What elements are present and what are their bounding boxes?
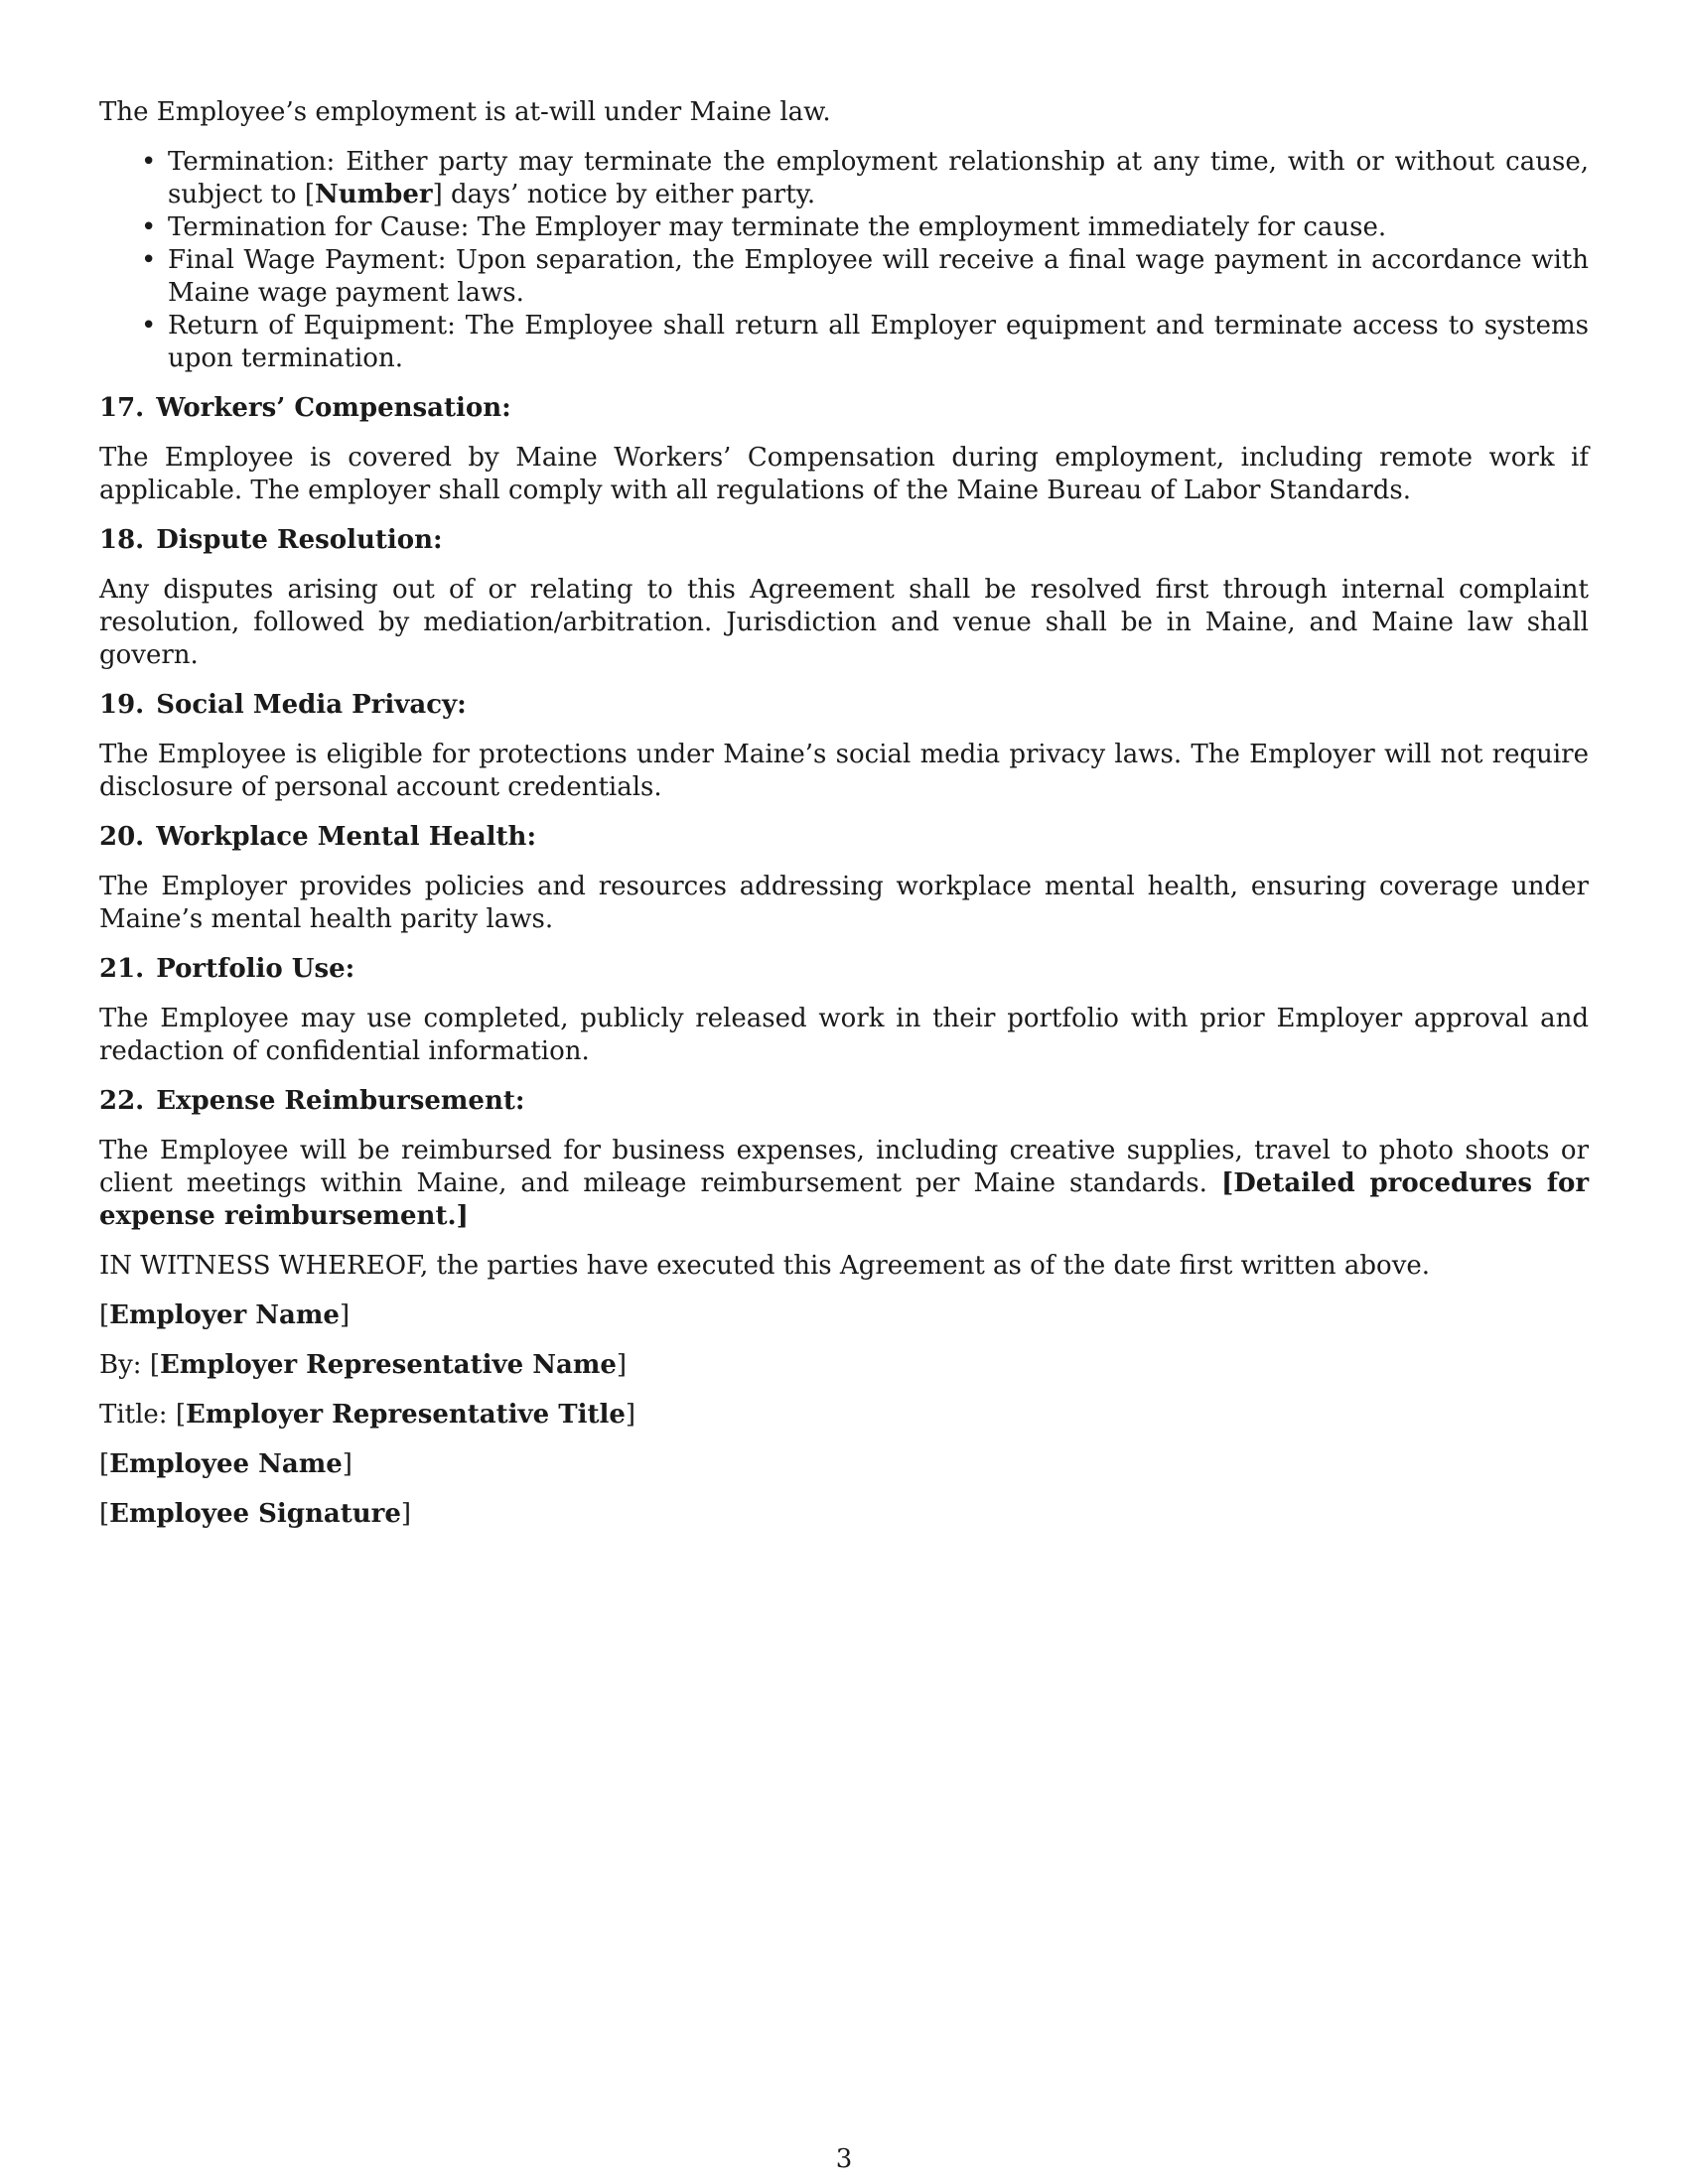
bullet-icon: • <box>141 245 157 275</box>
section-heading-22: 22. Expense Reimbursement: <box>99 1086 525 1116</box>
list-item-text: Return of Equipment: The Employee shall return all Employer equipment and terminate access to systems upon termination. <box>168 311 1589 373</box>
list-item <box>99 211 1589 244</box>
document-page <box>99 96 1589 1548</box>
section-body-21: The Employee may use completed, publicly released work in their portfolio with prior Employer approval and redaction of confidential information. <box>99 1004 1589 1066</box>
section-body-18: Any disputes arising out of or relating to this Agreement shall be resolved first through internal complaint resolution, followed by mediation/arbitration. Jurisdiction and venue shall be in Maine, and Maine law shall govern. <box>99 575 1589 670</box>
list-item <box>99 310 1589 375</box>
section-heading-21: 21. Portfolio Use: <box>99 954 355 984</box>
title-label: Title: <box>99 1400 168 1430</box>
termination-list <box>99 146 1589 375</box>
section-heading-19: 19. Social Media Privacy: <box>99 690 467 720</box>
by-line: By: [Employer Representative Name] <box>99 1350 628 1380</box>
at-will-intro: The Employee’s employment is at-will under Maine law. <box>99 97 831 127</box>
by-label: By: <box>99 1350 142 1380</box>
section-body-20: The Employer provides policies and resources addressing workplace mental health, ensuring coverage under Maine’s mental health parity laws. <box>99 872 1589 934</box>
list-item-text: Termination for Cause: The Employer may terminate the employment immediately for cause. <box>168 212 1387 242</box>
employee-name-line: [Employee Name] <box>99 1449 352 1479</box>
number-placeholder: Number <box>314 180 433 209</box>
employee-signature-placeholder: Employee Signature <box>109 1499 401 1529</box>
section-heading-18: 18. Dispute Resolution: <box>99 525 443 555</box>
employer-rep-title-placeholder: Employer Representative Title <box>186 1400 626 1430</box>
bullet-icon: • <box>141 311 157 341</box>
section-body-19: The Employee is eligible for protections under Maine’s social media privacy laws. The Employer will not require disclosure of personal account credentials. <box>99 740 1589 802</box>
section-heading-20: 20. Workplace Mental Health: <box>99 822 537 852</box>
expense-procedures-placeholder: [Detailed procedures for expense reimbursement.] <box>99 1168 1590 1231</box>
list-item-text-pre: Termination: Either party may terminate the employment relationship at any time, with or without cause, subject to [ <box>168 147 1589 209</box>
section-heading-17: 17. Workers’ Compensation: <box>99 393 511 423</box>
bullet-icon: • <box>141 212 157 242</box>
section-body-22: The Employee will be reimbursed for business expenses, including creative supplies, travel to photo shoots or client meetings within Maine, and mileage reimbursement per Maine standards. [Detailed procedures for expense reimbursement.] <box>99 1136 1590 1231</box>
employer-rep-name-placeholder: Employer Representative Name <box>159 1350 617 1380</box>
section-body-17: The Employee is covered by Maine Workers’ Compensation during employment, including remote work if applicable. The employer shall comply with all regulations of the Maine Bureau of Labor Standards. <box>99 443 1589 505</box>
page-number: 3 <box>835 2144 853 2174</box>
title-line: Title: [Employer Representative Title] <box>99 1400 636 1430</box>
list-item-text: Final Wage Payment: Upon separation, the Employee will receive a final wage payment in accordance with Maine wage payment laws. <box>168 245 1589 308</box>
list-item <box>99 146 1589 211</box>
witness-clause: IN WITNESS WHEREOF, the parties have executed this Agreement as of the date first written above. <box>99 1251 1431 1281</box>
list-item-text-post: ] days’ notice by either party. <box>432 180 816 209</box>
list-item <box>99 244 1589 310</box>
employer-name-placeholder: Employer Name <box>109 1300 340 1330</box>
employer-name-line: [Employer Name] <box>99 1300 351 1330</box>
employee-name-placeholder: Employee Name <box>109 1449 343 1479</box>
employee-signature-line: [Employee Signature] <box>99 1499 412 1529</box>
bullet-icon: • <box>141 147 157 177</box>
